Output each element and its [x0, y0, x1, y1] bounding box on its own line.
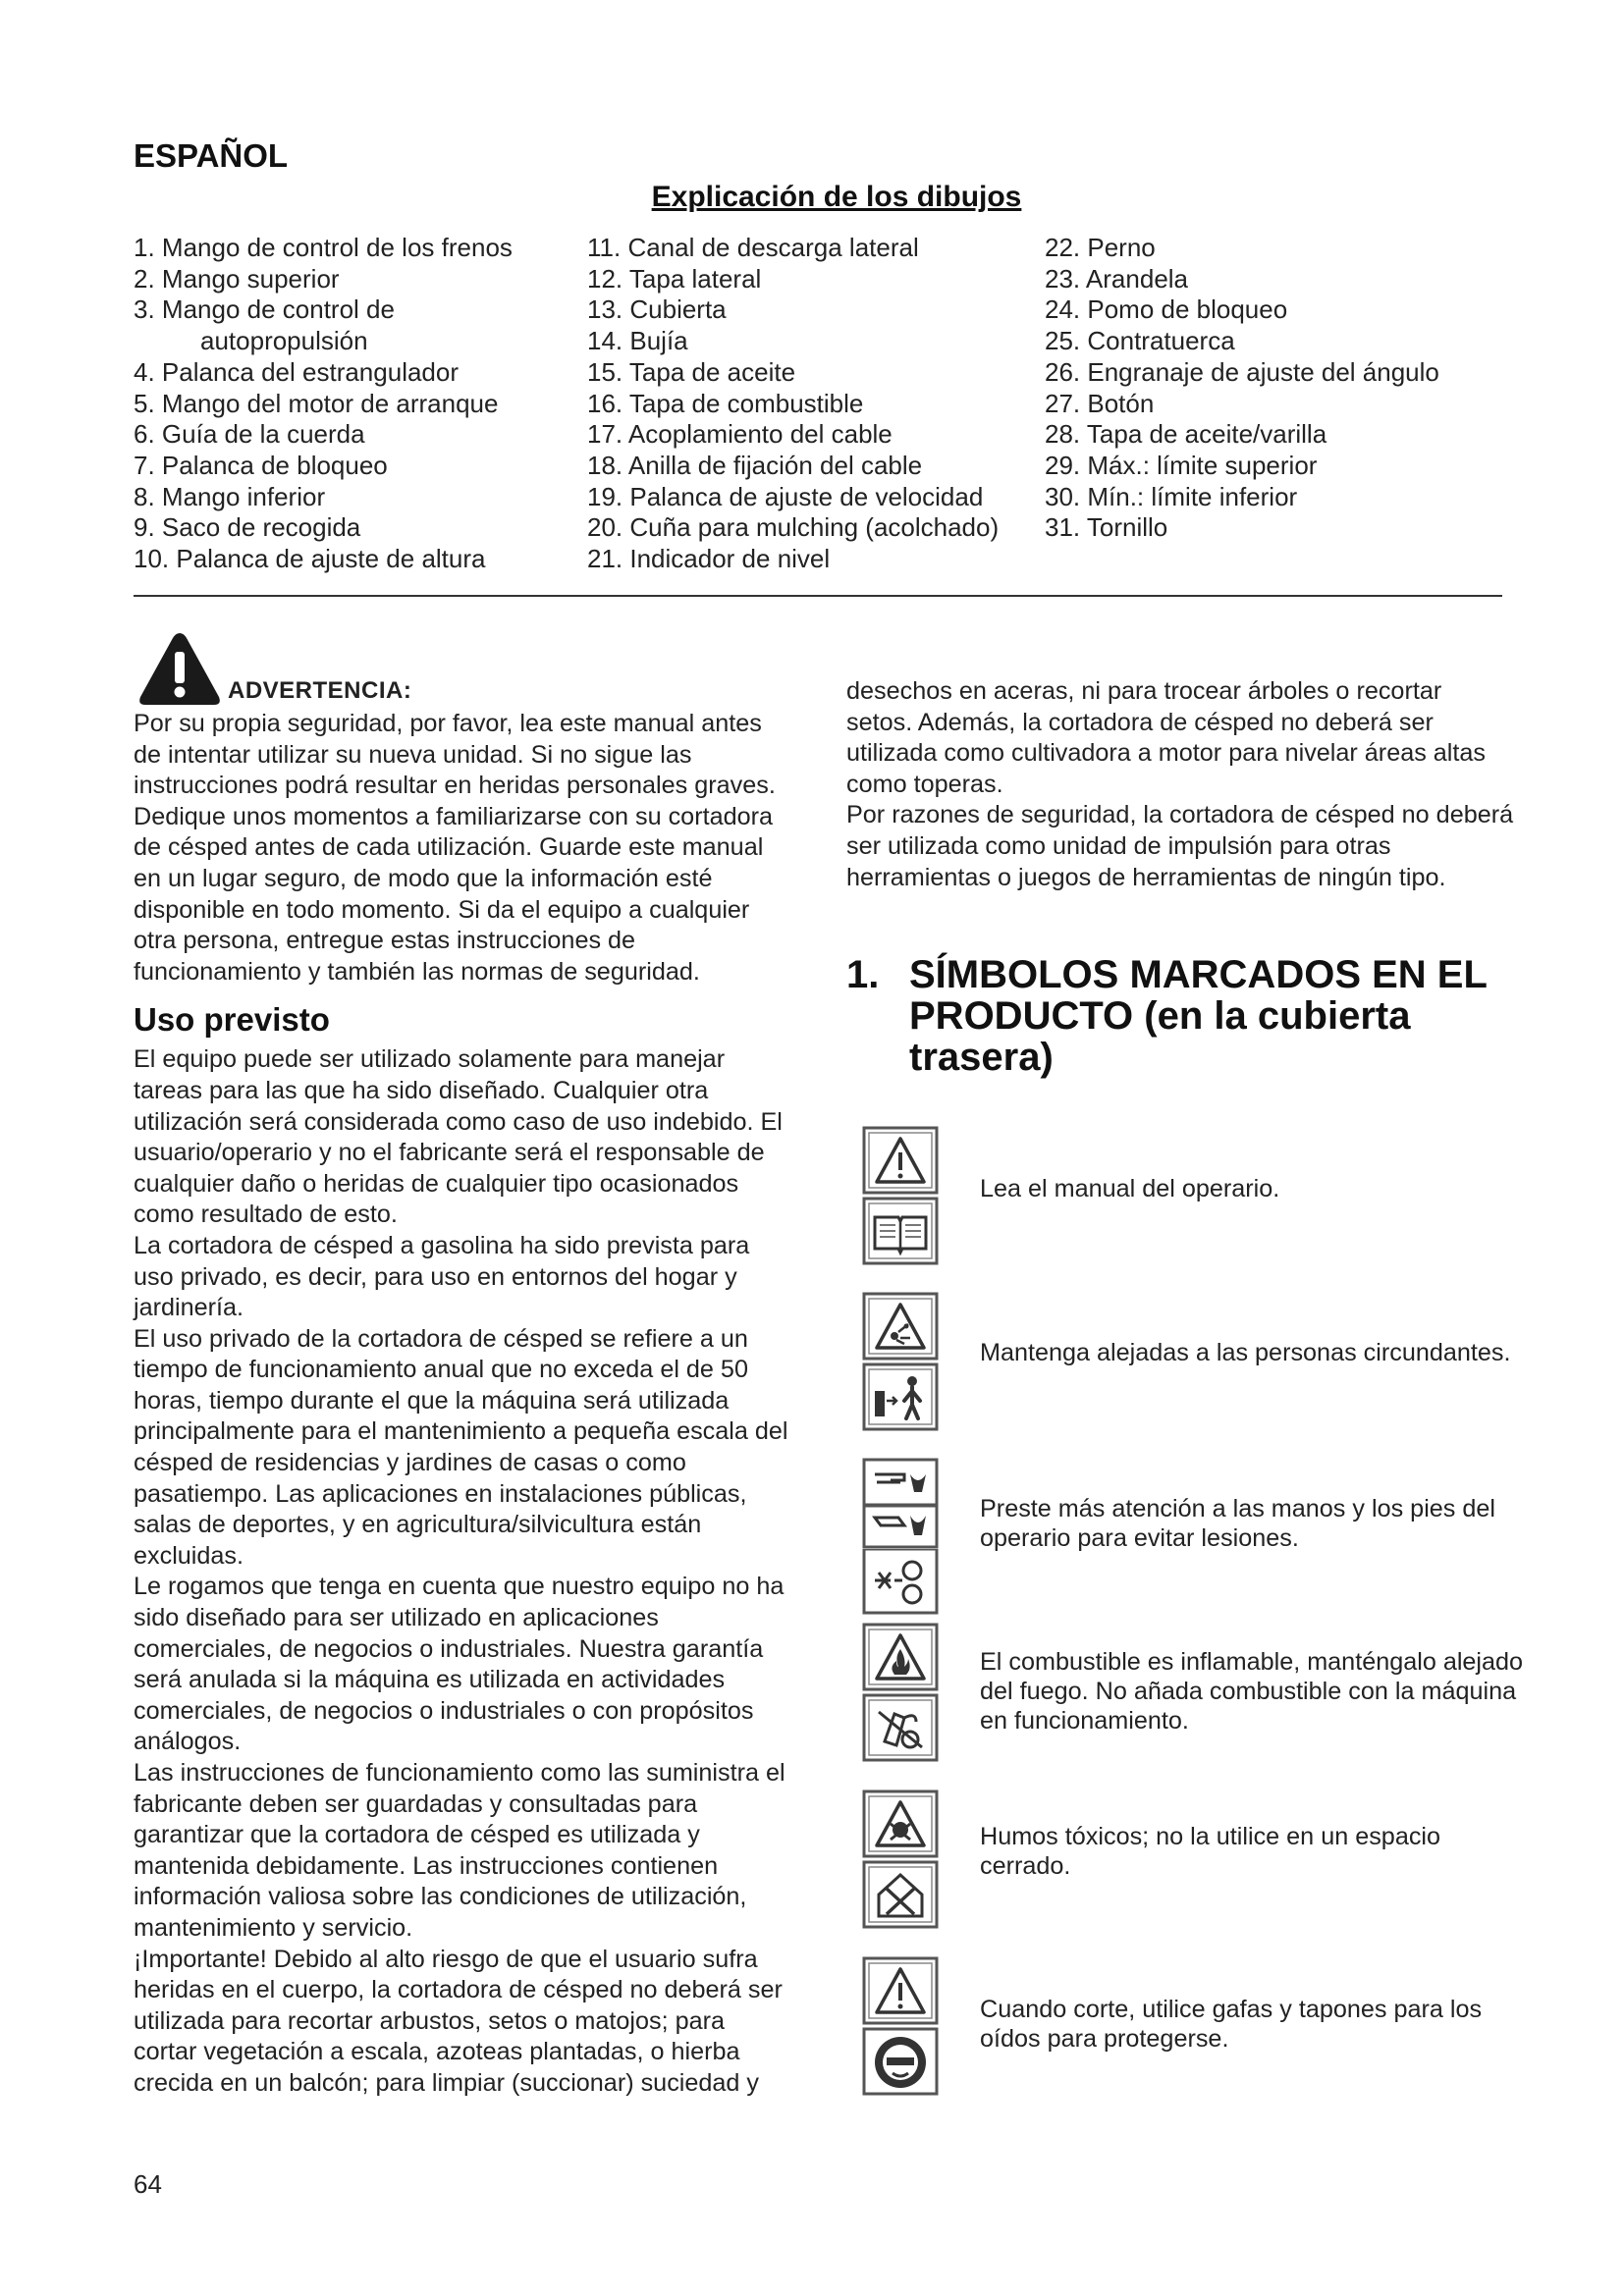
part-item: 4. Palanca del estrangulador: [134, 356, 460, 387]
part-item: 30. Mín.: límite inferior: [1045, 481, 1298, 511]
eye-ear-protection-icon: [861, 2026, 940, 2097]
part-item: 27. Botón: [1045, 388, 1155, 418]
part-item: 31. Tornillo: [1045, 512, 1168, 543]
warning-triangle-icon: [137, 630, 222, 707]
warning-block: [134, 628, 791, 2100]
part-item: 12. Tapa lateral: [587, 263, 762, 294]
warning-label: ADVERTENCIA:: [228, 677, 412, 704]
toxic-fumes-icon: [861, 1789, 940, 1859]
parts-list-col2: [587, 233, 1019, 575]
symbol-icons: [861, 1291, 940, 1432]
symbol-row: [861, 1789, 1529, 1936]
symbol-icons: [861, 1125, 940, 1266]
part-item: 15. Tapa de aceite: [587, 356, 796, 387]
intended-use-paragraph: El uso privado de la cortadora de césped se refiere a un tiempo de funcionamiento anual que no exceda el de 50 horas, tiempo durante el que la máquina será utilizada principalmente para el mantenimiento a pequeña escala del césped de residencias y jardines de casas o como pasatiempo. Las aplicaciones en instalaciones públicas, salas de deportes, y en agricultura/silvicultura están excluidas.: [134, 1324, 788, 1570]
intended-use-paragraph: ¡Importante! Debido al alto riesgo de que el usuario sufra heridas en el cuerpo, la cortadora de césped no deberá ser utilizada para recortar arbustos, setos o matojos; para cortar vegetación a escala, azoteas plantadas, o hierba crecida en un balcón; para limpiar (succionar) suciedad y: [134, 1945, 783, 2097]
warning-text: Por su propia seguridad, por favor, lea este manual antes de intentar utilizar su nueva unidad. Si no sigue las instrucciones podrá resultar en heridas personales graves. Dedique unos momentos a familiarizarse con su cortadora de césped antes de cada utilización. Guarde este manual en un lugar seguro, de modo que la información esté disponible en todo momento. Si da el equipo a cualquier otra persona, entregue estas instrucciones de funcionamiento y también las normas de seguridad.: [134, 710, 776, 986]
part-item: 26. Engranaje de ajuste del ángulo: [1045, 356, 1439, 387]
part-item: 9. Saco de recogida: [134, 512, 361, 543]
part-item: 28. Tapa de aceite/varilla: [1045, 419, 1327, 450]
rotating-blade-icon: [861, 1549, 940, 1616]
intended-use-heading: Uso previsto: [134, 1001, 330, 1039]
section-title-line: PRODUCTO (en la cubierta: [909, 994, 1411, 1038]
section-number: 1.: [846, 953, 880, 996]
hand-cut-icon: [861, 1457, 940, 1506]
symbol-row: [861, 1125, 1529, 1272]
part-item: 7. Palanca de bloqueo: [134, 450, 388, 480]
parts-list-col3: [1045, 233, 1516, 544]
part-item: 17. Acoplamiento del cable: [587, 419, 893, 450]
part-item: 20. Cuña para mulching (acolchado): [587, 512, 1000, 543]
intended-use-paragraph: La cortadora de césped a gasolina ha sido prevista para uso privado, es decir, para uso en entornos del hogar y jardinería.: [134, 1231, 750, 1322]
part-item: 22. Perno: [1045, 233, 1156, 262]
flammable-icon: [861, 1622, 940, 1692]
warning-triangle-icon: [861, 1955, 940, 2026]
part-item: 2. Mango superior: [134, 263, 340, 294]
symbol-description: Mantenga alejadas a las personas circundantes.: [980, 1339, 1511, 1366]
part-item: 3. Mango de control de: [134, 294, 395, 325]
part-item: 23. Arandela: [1045, 263, 1189, 294]
language-heading: ESPAÑOL: [134, 137, 289, 174]
symbol-icons: [861, 1622, 940, 1763]
section-title-line: SÍMBOLOS MARCADOS EN EL: [909, 953, 1488, 996]
symbol-description: El combustible es inflamable, manténgalo alejado del fuego. No añada combustible con la máquina en funcionamiento.: [980, 1648, 1524, 1735]
part-item: autopropulsión: [200, 326, 368, 356]
page-number: 64: [134, 2169, 162, 2199]
symbol-row: [861, 1955, 1529, 2103]
symbol-row: [861, 1291, 1529, 1438]
part-item: 16. Tapa de combustible: [587, 388, 864, 418]
warning-header: [134, 628, 791, 707]
part-item: 10. Palanca de ajuste de altura: [134, 544, 486, 574]
part-item: 14. Bujía: [587, 326, 688, 356]
part-item: 24. Pomo de bloqueo: [1045, 294, 1288, 325]
part-item: 25. Contratuerca: [1045, 326, 1235, 356]
symbol-row: [861, 1457, 1529, 1604]
part-item: 11. Canal de descarga lateral: [587, 233, 919, 262]
section-title-line: trasera): [909, 1036, 1054, 1079]
warning-triangle-icon: [861, 1125, 940, 1196]
symbol-description: Humos tóxicos; no la utilice en un espacio cerrado.: [980, 1823, 1441, 1880]
symbol-icons: [861, 1955, 940, 2097]
symbol-description: Preste más atención a las manos y los pies del operario para evitar lesiones.: [980, 1495, 1496, 1552]
intended-use-paragraph: El equipo puede ser utilizado solamente para manejar tareas para las que ha sido diseñado. Cualquier otra utilización será considerada como caso de uso indebido. El usuario/operario y no el fabricante será el responsable de cualquier daño o heridas de cualquier tipo ocasionados como resultado de esto.: [134, 1045, 783, 1229]
part-item: 1. Mango de control de los frenos: [134, 233, 513, 262]
part-item: 8. Mango inferior: [134, 481, 326, 511]
symbol-icons: [861, 1789, 940, 1930]
symbols-section-title: [846, 954, 1514, 1078]
continued-paragraph: Por razones de seguridad, la cortadora de césped no deberá ser utilizada como unidad de impulsión para otras herramientas o juegos de herramientas de ningún tipo.: [846, 801, 1514, 891]
parts-list-col1: [134, 233, 566, 575]
symbol-description: Lea el manual del operario.: [980, 1175, 1280, 1202]
keep-distance-icon: [861, 1362, 940, 1432]
part-item: 13. Cubierta: [587, 294, 727, 325]
intended-use-paragraph: Le rogamos que tenga en cuenta que nuestro equipo no ha sido diseñado para ser utilizado en aplicaciones comerciales, de negocios o industriales. Nuestra garantía será anulada si la máquina es utilizada en actividades comerciales, de negocios o industriales o con propósitos análogos.: [134, 1573, 785, 1756]
part-item: 18. Anilla de fijación del cable: [587, 450, 923, 480]
manual-book-icon: [861, 1196, 940, 1266]
part-item: 19. Palanca de ajuste de velocidad: [587, 481, 984, 511]
symbol-icons: [861, 1457, 940, 1616]
foot-cut-icon: [861, 1506, 940, 1549]
no-refuel-icon: [861, 1692, 940, 1763]
drawings-explanation-title: Explicación de los dibujos: [651, 181, 1022, 213]
continued-paragraph: desechos en aceras, ni para trocear árboles o recortar setos. Además, la cortadora de césped no deberá ser utilizada como cultivadora a motor para nivelar áreas altas como toperas.: [846, 677, 1487, 798]
part-item: 29. Máx.: límite superior: [1045, 450, 1318, 480]
right-column-text: [846, 676, 1514, 893]
section-divider: [134, 595, 1502, 597]
symbol-row: [861, 1622, 1529, 1769]
thrown-object-icon: [861, 1291, 940, 1362]
part-item: 5. Mango del motor de arranque: [134, 388, 499, 418]
part-item: 6. Guía de la cuerda: [134, 419, 365, 450]
intended-use-paragraph: Las instrucciones de funcionamiento como las suministra el fabricante deben ser guardadas y consultadas para garantizar que la cortadora de césped es utilizada y mantenida debidamente. Las instrucciones contienen información valiosa sobre las condiciones de utilización, mantenimiento y servicio.: [134, 1759, 785, 1942]
part-item: 21. Indicador de nivel: [587, 544, 831, 574]
no-enclosed-space-icon: [861, 1859, 940, 1930]
symbol-description: Cuando corte, utilice gafas y tapones para los oídos para protegerse.: [980, 1996, 1483, 2053]
